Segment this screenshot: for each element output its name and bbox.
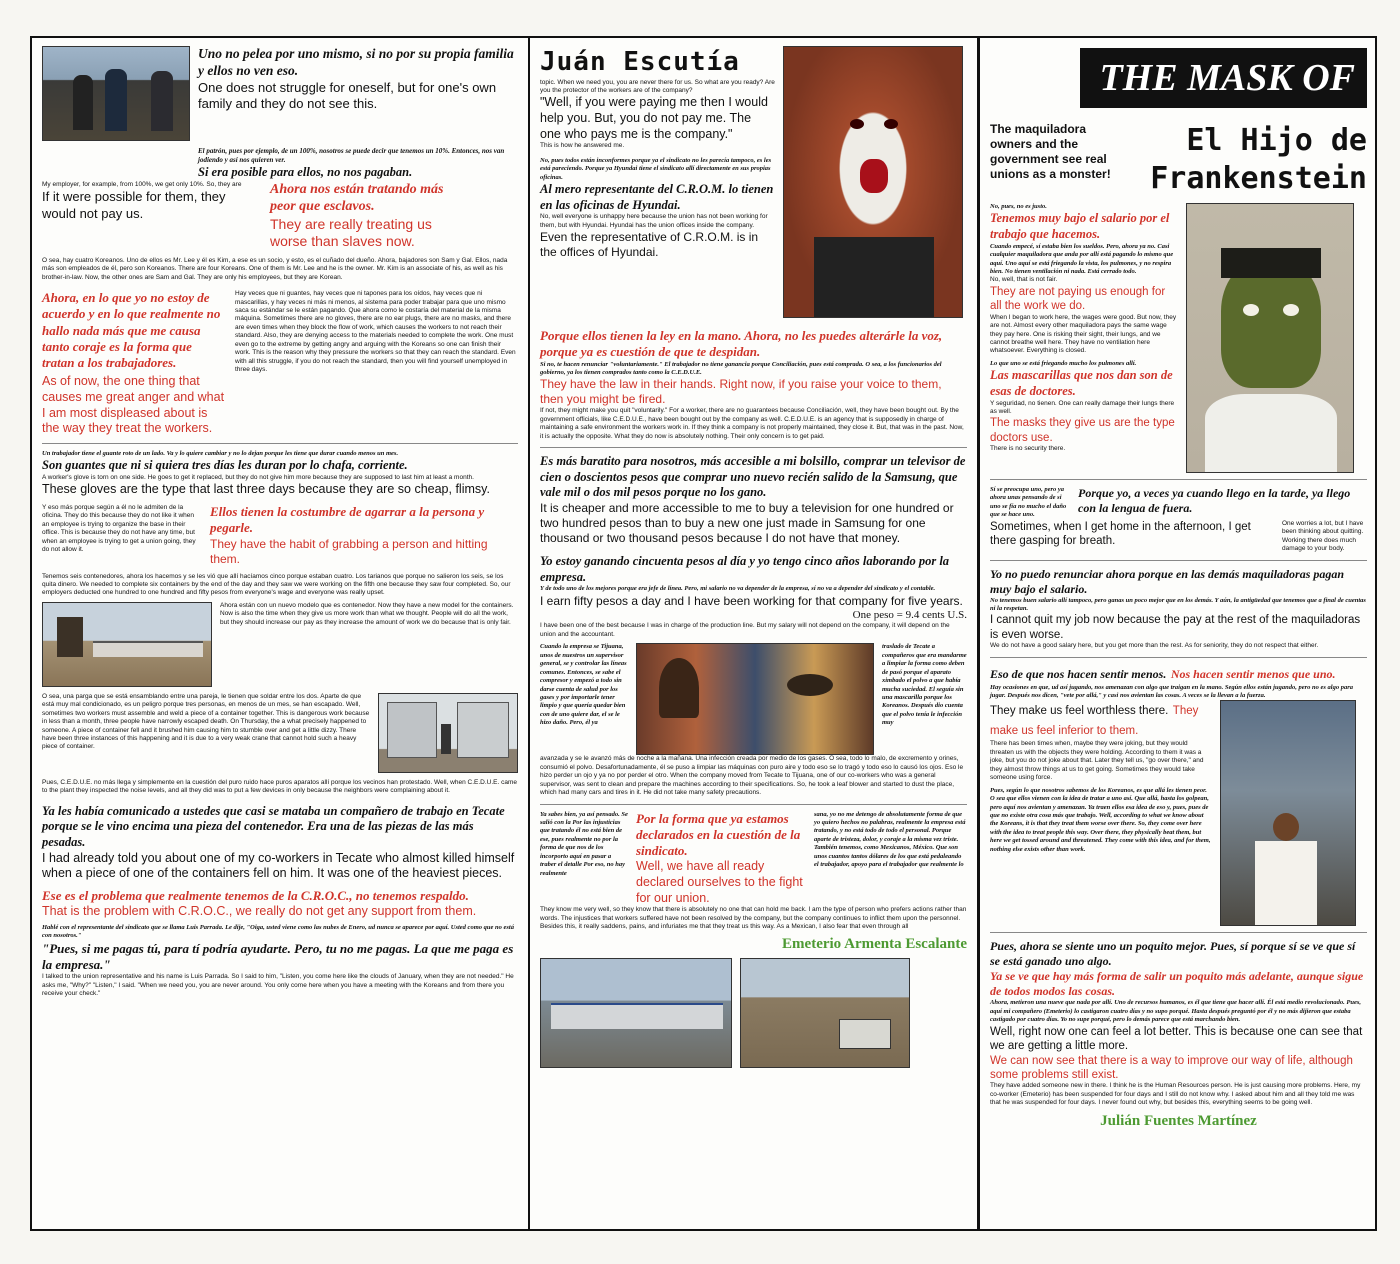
r4-english: I cannot quit my job now because the pay at the rest of the maquiladoras is even worse. [990,614,1361,641]
quote-6-spanish: Por la forma que ya estamos declarados en la cuestión de la sindicato. [636,810,801,858]
photo-mural [636,643,874,755]
b2-spanish: Si era posible para ellos, no nos pagaban. [198,165,413,180]
r5-english-red: They make us feel inferior to them. [990,705,1199,738]
r2-small2: Y seguridad, no tienen. One can really damage their lungs there as well. [990,399,1175,415]
m1-english: "Well, if you were paying me then I would help you. But, you do not pay me. The one who pays me is the company." [540,95,768,141]
m2-small: No, pues todos están inconformes porque ya el sindicato no les parecía tampoco, es les está pareciendo. Porque ya Hyundai tiene el sindicato allí directamente en sus propias oficinas. [540,156,772,181]
middle-photos [540,958,967,1068]
r1-spanish: Tenemos muy bajo el salario por el trabajo que hacemos. [990,211,1170,242]
m2-small-en: No, well everyone is unhappy here because the union has not been working for them, but with Hyundai. Hyundai has the union offices inside the company. [540,213,768,229]
r2-spanish: Las mascarillas que nos dan son de esas de doctores. [990,368,1173,398]
r2-small3: There is no security there. [990,445,1066,453]
quote-3-spanish: Ellos tienen la costumbre de agarrar a la persona y pegarle. [210,504,485,536]
quote-2-english: As of now, the one thing that causes me great anger and what I am most displeased about is the way they treat the workers. [42,374,225,436]
signature-julian: Julián Fuentes Martínez [1100,1112,1257,1129]
m5-small-left: Cuando la empresa se Tijuana, unos de nuestros un supervisor general, se y controlar las líneas comunes. Entonces, se sabe el compresor y empezó a todo sin darse cuenta de salud por los gases y por importarle tener limpio y que quería quedar bien con de uno quiere dar, el se le hizo daño. Pero, él ya [540,643,627,727]
left-column [32,38,530,1229]
b11-english: I had already told you about one of my co-workers in Tecate who almost killed himself when a piece of one of the containers fell on him. It was one of the heaviest pieces. [42,850,515,881]
r1-small2: Cuando empecé, sí estaba bien los sueldos. Pero, ahora ya no. Casi cualquier maquiladora que anda por allí está pagando lo mismo que aquí. Uno aquí se está friegando la vista, los pulmones, y no respira bien. No tienen ventilación ni nada. Está cerrado todo. [990,242,1174,275]
m4-spanish: Yo estoy ganando cincuenta pesos al día y yo tengo cinco años laborando por la empresa. [540,554,950,584]
r5-english: They make us feel worthless there. [990,705,1169,718]
b6-small: Y eso más porque según a él no le admiten de la oficina. They do this because they do not like it when an employee is trying to organize the base in their office. This is because they do not have any time, but when an employee is trying to get a union going, they do not allow it. [42,504,196,554]
m3-spanish: Es más baratito para nosotros, más accesible a mi bolsillo, comprar un televisor de cien o doscientos pesos que comprar uno nuevo recién salido de la Samsung, que vale mil o dos mil pesos porque no los gano. [540,454,966,500]
m4-small: Y de todo uno de los mejores porque era jefe de línea. Pero, mi salario no va depender de la empresa, sí no va a depender del sindicato y el contable. [540,585,936,593]
r7-small-en: They have added someone new in there. I think he is the Human Resources person. He is just causing more problems. Here, my co-worker (Emeterio) has been suspended for four days and I still do not know why. I asked about him and all they told me was that he was suspended for four days. I never found out why, but besides this, everything seems to be going well. [990,1082,1361,1107]
block-2 [42,181,518,251]
r1-small-en2: When I began to work here, the wages were good. But now, they are not. Almost every other maquiladora pays the same wage they pay here. One is risking their sight, their lungs, and we cannot breathe well here. They have no ventilation here whatsoever. Everything is closed. [990,313,1177,355]
r1-small: No, pues, no es justo. [990,203,1047,210]
quote-1-english: They are really treating us worse than slaves now. [270,215,432,250]
b1-english: One does not struggle for oneself, but for one's own family and they do not see this. [198,79,497,111]
b11-spanish: Ya les había comunicado a ustedes que casi se mataba un compañero de trabajo en Tecate porque se le vino encima una pieza del contenedor. Era una de las piezas de las más pesadas. [42,803,505,849]
r1-small-en: No, well, that is not fair. [990,276,1058,284]
title-hijo-frankenstein: El Hijo de Frankenstein [1150,123,1367,196]
right-inner [980,108,1377,1138]
m6-small-bottom: They know me very well, so they know that there is absolutely no one that can hold me back. I am the type of person who prefers actions rather than words. The injustices that workers suffered have not been resolved by the company, but the company continues to inflict them upon the personnel. Besides this, it really saddens, pains, and infuriates me that they treat us this way. As a Mexican, I also fear that even through all [540,906,967,930]
block-4 [42,290,518,437]
r5-spanish: Eso de que nos hacen sentir menos. [990,666,1167,681]
b9-small: O sea, una parga que se está ensamblando entre una pareja, le tienen que soldar entre los dos. Aparte de que está muy mal condicionado, es un peligro porque tres personas, en menos de un mes, se han escapado. Well, sometimes two workers must assemble and weld a piece of a container together. This is dangerous work because in less than a month, three people have narrowly escaped death. On Thursday, the a what precisely happened to someone. A piece of container fell and it brushed him causing him to stumble over and get a little dizzy. There have been three instances of this happening and it is due to a very weak crane that cannot hold such a heavy piece of container. [42,692,370,751]
r5-row [990,700,1367,926]
m2-spanish: Al mero representante del C.R.O.M. lo tienen en las oficinas de Hyundai. [540,182,774,212]
r1-english: They are not paying us enough for all the work we do. [990,285,1166,313]
b7-small: Tenemos seis contenedores, ahora los hacemos y se les vió que allí hacíamos cinco porque estaban cuatro. Los tarianos que porque no salieron los seis, se los quita dinero. We needed to complete six containers by the end of the day and they saw we were working on the fifth one because they saw four completed. So, our employers deducted one hundred to one hundred and fifty pesos from everyone's wage and everyone was really upset. [42,572,511,597]
b2-small-en: My employer, for example, from 100%, we get only 10%. So, they are [42,180,242,188]
block-6 [42,504,518,567]
r5-spanish-line [990,664,1367,684]
b4-small: Hay veces que ni guantes, hay veces que ni tapones para los oídos, hay veces que ni mascarillas, y hay veces ni más ni menos, al sistema para poder trabajar para que uno mismo saca su estándar se le están pagando. Que ahora como le costaría del material de la misma máquina. Sometimes there are no gloves, there are no ear plugs, there are no masks, and there are even times when they block the flow of work, which causes the workers to not reach their standard. Also, they are denying access to the materials needed to complete the work. One must even go to the extreme by getting angry and arguing with the Koreans so one can finish their work. This is the reason why they pressure the workers so that they can reach the standard. Even with all this struggle, if you do not reach the standard, then you will find yourself unemployed in three days. [235,290,516,374]
b2-small: El patrón, pues por ejemplo, de un 100%, nosotros se puede decir que tenemos un 10%. Entonces, nos van jodiendo y así nos quieren ver. [198,147,505,165]
photo-truck [740,958,910,1068]
subtitle: The maquiladora owners and the government see real unions as a monster! [990,122,1111,181]
quote-5-small: Si no, te hacen renunciar "voluntariamente." El trabajador no tiene ganancia porque Conciliación, pues está comprada. O sea, a los funcionarios del gobierno, ya los tienen comprados tanto como la C.E.D.U.E. [540,360,942,376]
m6-small-right: sana, yo no me detengo de absolutamente forma de que yo quiero hechos no palabras, realmente la empresa está tratando, y no está todo de todo el personal. Porque aparte de tristeza, dolor, y coraje a la misma vez triste. También tenemos, como Mexicanos, México. Que son unos cuantos tantos dólares de los que está pedaleando el trabajador, apoyo para el trabajador que realmente lo [814,810,966,869]
middle-bottom-row [540,811,967,907]
quote-6-english: Well, we have all ready declared ourselves to the fight for our union. [636,859,803,905]
r5-small: Hay ocasiones en que, ud así jugando, nos amenazan con algo que traigan en la mano. Según ellos están jugando, pero no es algo para jugar. Después nos dicen, "vete por allá," y casi nos avientan las cosas. A veces se la llevan a la fuerza. [990,683,1353,699]
m1-small2: This is how he answered me. [540,142,625,150]
photo-vampire-mask [783,46,963,318]
middle-top [540,46,967,318]
title-row [990,122,1367,197]
r7-small: Ahora, metieron una nueve que nada por allí. Uno de recursos humanos, es él que tiene que hacer allí. Él está medio revolucionado. Pues, aquí mi compañero (Emeterio) lo castigaron cuatro días y no supo porqué. Hasta después preguntó por él y no más dijieron que estaba castigado por cuatro días. Yo no supe porqué, pero lo demás parece que está marchando bien. [990,999,1362,1024]
r4-small-en: We do not have a good salary here, but you get more than the rest. As for seniority, they do not respect that either. [990,642,1319,650]
divider [540,447,967,448]
m1-small: topic. When we need you, you are never there for us. So what are you ready? Are you the protector of the workers are of the company? [540,78,775,94]
photo-workers [42,46,190,141]
quote-2-spanish: Ahora, en lo que yo no estoy de acuerdo y en lo que realmente no hallo nada más que me causa tanto coraje es la forma que tratan a los trabajadores. [42,290,221,371]
middle-mural-row [540,643,967,755]
m4-small-en: I have been one of the best because I was in charge of the production line. But my salary will not depend on the company, it will depend on the union and the accountant. [540,622,950,638]
title-mask-of: THE MASK OF [1080,48,1367,108]
b5-spanish: Son guantes que ni si quiera tres días les duran por lo chafa, corriente. [42,458,408,473]
frank-row [990,203,1367,473]
middle-column [532,38,975,1229]
b2-english: If it were possible for them, they would not pay us. [42,189,226,221]
divider [990,479,1367,480]
m5-small-right: traslado de Tecate a compañeros que era mandarme a limpiar la forma como deben de pasó porque el aparato ximbado el polvo a que había mucha suciedad. El seguía sin una mascarilla porque los Koreanos. Después dio cuenta que el polvo tenía le infección muy [882,643,967,727]
photo-worker-portrait [1220,700,1356,926]
photo-factory [540,958,732,1068]
photo-frankenstein-mask [1186,203,1354,473]
quote-3-english: They have the habit of grabbing a person and hitting them. [210,536,488,566]
b5-small-en: A worker's glove is torn on one side. He goes to get it replaced, but they do not give him more because they are supposed to last him at least a month. [42,473,474,481]
divider [540,804,967,805]
m3-english: It is cheaper and more accessible to me to buy a television for one hundred or two hundred pesos than to buy a new one just made in Samsung for one thousand or two thousand pesos because I do not have that money. [540,501,954,545]
quote-5-small-en: If not, they might make you quit "voluntarily." For a worker, there are no guarantees because Conciliación, well, they have been bought out. By the government officials, like C.E.D.U.E., have been bought out by the company as well. C.E.D.U.E. is an agency that is supposedly in charge of maintaining a safe environment the workers work in. If they think a company is not properly maintained, they close it. But, that was in the past. Now, it is actually the opposite. What they do now is absolutely nothing. Their only concern is to get paid. [540,407,964,440]
divider [990,932,1367,933]
r2-english: The masks they give us are the type doctors use. [990,417,1175,444]
block-9 [42,693,518,773]
r3-english: Sometimes, when I get home in the afternoon, I get there gasping for breath. [990,520,1251,548]
right-column [977,38,1377,1229]
block-8 [42,602,518,687]
quote-5-spanish: Porque ellos tienen la ley en la mano. Ahora, no les puedes alterárle la voz, porque ya es cuestión de que te despidan. [540,328,943,360]
name-title: Juán Escutía [540,47,740,77]
r7-spanish-red: Ya se ve que hay más forma de salir un poquito más adelante, aunque sigue de todos modos las cosas. [990,969,1364,999]
r3-small: Sí se preocupa uno, pero ya ahora unas pensando de si uno se fía no mucho el daño que se hace uno. [990,486,1067,519]
b8-small: Ahora están con un nuevo modelo que es contenedor. Now they have a new model for the containers. Now is also the time when they give us more work than what we thought. People will do all the work, but they should increase our pay as they increase the amount of work we do because that is only fair. [220,601,514,626]
quote-5-english: They have the law in their hands. Right now, if you raise your voice to them, then you might be fired. [540,377,942,407]
r7-spanish: Pues, ahora se siente uno un poquito mejor. Pues, sí porque sí se ve que sí se está ganado uno algo. [990,939,1356,969]
r3-spanish: Porque yo, a veces ya cuando llego en la tarde, ya llego con la lengua de fuera. [1078,486,1351,515]
m2-english: Even the representative of C.R.O.M. is in the offices of Hyundai. [540,230,759,260]
b10-small: Pues, C.E.D.U.E. no más llega y simplemente en la cuestión del puro ruido hace puros aparatos allí porque los vecinos han protestado. Well, when C.E.D.U.E. came to the plant they inspected the noise levels, and all they did was to put a few devices in only because the neighbors were complaining about it. [42,778,517,795]
m6-small: Ya sabes bien, ya así pensado. Se salió con la Por las injusticias que tratando él no está bien de ese, pues realmente no por la forma de que nos de los incorporto aquí en pasar a traber el detalle Por eso, no hay realmente [540,810,628,877]
r5-spanish-red: Nos hacen sentir menos que uno. [1170,666,1336,681]
quote-4-spanish: Ese es el problema que realmente tenemos de la C.R.O.C., no tenemos respaldo. [42,887,469,903]
quote-1-spanish: Ahora nos están tratando más peor que esclavos. [270,181,444,215]
r2-small: Lo que uno se está friegando mucho los pulmones allí. [990,359,1137,367]
divider [42,443,518,444]
r7-english: Well, right now one can feel a lot better. This is because one can see that we are getting a little more. [990,1025,1363,1053]
divider [990,560,1367,561]
divider [990,657,1367,658]
m5-small-bottom: avanzada y se le avanzó más de noche a la mañana. Una infección creada por medio de los gases. O sea, todo lo malo, de excremento y orines, consumió el polvo. Desafortunadamente, él se puso a limpiar las máquinas con puro aire y todo eso se lo tragó y todo eso lo causó los ojos. Eso le hizo perder un ojo y ya no por perder el otro. When the company moved from Tecate to Tijuana, one of our co-workers who was a general supervisor, was sent to clean and prepare the machines according to their specifications. So, he took a leaf blower and started to dust the place, which had many cars and tires in it. He did not take many safety precautions. [540,755,964,797]
b5-english: These gloves are the type that last three days because they are so cheap, flimsy. [42,482,490,497]
r4-spanish: Yo no puedo renunciar ahora porque en las demás maquiladoras pagan muy bajo el salario. [990,566,1345,596]
r5-english-line [990,700,1212,740]
r3-row [990,486,1367,520]
b12-small-en: I talked to the union representative and his name is Luis Parrada. So I said to him, "Listen, you come here like the clouds of January, when they are not needed." He asks me, "Why?" "Listen," I said. "When we need you, you are never around. You only come here when you have a meeting with the Koreans and from there you receive your check." [42,973,514,997]
m4-note: One peso = 9.4 cents U.S. [852,608,967,621]
r5-small-en: There has been times when, maybe they were joking, but they would threaten us with the objects they were holding. According to them it was a joke, but you do not joke about that. Later they tell us, "go over there," and they almost throw things at us to get going. Sometimes they would take someone using force. [990,740,1204,782]
b1-spanish: Uno no pelea por uno mismo, si no por su propia familia y ellos no ven eso. [198,46,514,78]
r4-small: No tenemos buen salario allí tampoco, pero ganas un poco mejor que en los demás. Y aún, la antigüedad que tenemos que a final de cuentas ni la respetan. [990,596,1366,612]
signature-emeterio: Emeterio Armenta Escalante [782,936,967,953]
photo-container-yard [42,602,212,687]
photo-trailers [378,693,518,773]
m4-english: I earn fifty pesos a day and I have been working for that company for five years. [540,593,963,608]
b3-small: O sea, hay cuatro Koreanos. Uno de ellos es Mr. Lee y él es Kim, a ese es un socio, y esto, es el cuñado del dueño. Ahora, bajadores son Sam y Gal. Ellos, nada más son empleados de él, pero son Koreanos. There are four Koreans. One of them is Mr. Lee and he is the owner. Mr. Kim is an associate of his, as well as his brother-in-law. Now, the other ones are Sam and Gal. They are only his employees, but they are Korean. [42,256,508,281]
r7-english-red: We can now see that there is a way to improve our way of life, although some problems still exist. [990,1054,1353,1081]
b12-spanish: "Pues, si me pagas tú, para tí podría ayudarte. Pero, tu no me pagas. La que me paga es la empresa." [42,940,514,972]
r6-small: Pues, según lo que nosotros sabemos de los Koreanos, es que allá les tienen peor. O sea que ellos vienen con la idea de tratar a uno así. Que allá, hasta los golpean, pero aquí nos avientan y amenazan. Ya traen ellos esa idea de eso y, pues, pues de que no existe otra cosa más que trabajo. Well, according to what we know about the Koreans, it is that they treat them worse over there. So, they come over here with the idea to treat people this way. Over there, they physically beat them, but here we get tossed around and threatened. They come with this idea, and for them, nothing else exists other than work. [990,786,1211,853]
b5-small-es: Un trabajador tiene el guante roto de un lado. Va y lo quiere cambiar y no lo dejan porque les tiene que durar cuando menos un mes. [42,449,399,457]
block-1 [42,46,518,141]
quote-4-english: That is the problem with C.R.O.C., we really do not get any support from them. [42,904,477,919]
poster-frame [30,36,1377,1231]
r3-small-en: One worries a lot, but I have been thinking about quitting. Working there does much damage to your body. [1282,519,1364,553]
b12-small: Hablé con el representante del sindicato que se llama Luis Parrada. Le dije, "Oiga, usted viene como las nubes de Enero, ud nunca se aparece por aquí. Usted como que no está con nosotros." [42,923,514,940]
r3-en-row [990,520,1367,554]
